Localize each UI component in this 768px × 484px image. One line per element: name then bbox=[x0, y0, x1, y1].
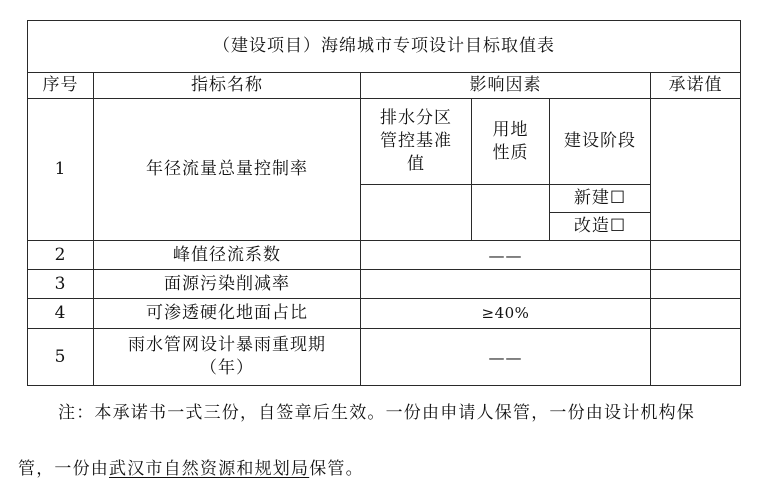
checkbox-new-icon[interactable]: ☐ bbox=[609, 188, 627, 208]
note-authority: 武汉市自然资源和规划局 bbox=[109, 459, 310, 479]
note-line-2-pre: 管，一份由 bbox=[18, 459, 109, 479]
row-4-commit[interactable] bbox=[651, 299, 741, 329]
factor-land-line2: 性质 bbox=[492, 142, 529, 163]
row-1-no: 1 bbox=[28, 99, 94, 241]
row-4-value: ≥40% bbox=[361, 299, 651, 329]
header-no: 序号 bbox=[28, 73, 94, 99]
row-2-name: 峰值径流系数 bbox=[94, 241, 361, 270]
stage-option-rebuild[interactable] bbox=[550, 213, 651, 241]
factor-zone-header bbox=[361, 99, 472, 185]
header-commit: 承诺值 bbox=[651, 73, 741, 99]
row-3-name: 面源污染削减率 bbox=[94, 270, 361, 299]
factor-zone-line3: 值 bbox=[407, 154, 425, 174]
row-2-no: 2 bbox=[28, 241, 94, 270]
row-5-name bbox=[94, 329, 361, 386]
table-title: （建设项目）海绵城市专项设计目标取值表 bbox=[28, 21, 741, 73]
factor-zone-line2: 管控基准 bbox=[380, 131, 452, 151]
row-1-zone-value[interactable] bbox=[361, 185, 472, 241]
row-2-value: —— bbox=[361, 241, 651, 270]
row-1-name: 年径流量总量控制率 bbox=[94, 99, 361, 241]
row-4-no: 4 bbox=[28, 299, 94, 329]
factor-land-line1: 用地 bbox=[492, 119, 529, 140]
row-3-value[interactable] bbox=[361, 270, 651, 299]
row-5-value: —— bbox=[361, 329, 651, 386]
factor-stage-header: 建设阶段 bbox=[550, 99, 651, 185]
row-1-land-value[interactable] bbox=[472, 185, 550, 241]
header-indicator: 指标名称 bbox=[94, 73, 361, 99]
row-4-name: 可渗透硬化地面占比 bbox=[94, 299, 361, 329]
row-5-commit[interactable] bbox=[651, 329, 741, 386]
row-3-no: 3 bbox=[28, 270, 94, 299]
stage-rebuild-label: 改造 bbox=[573, 216, 610, 236]
row-5-no: 5 bbox=[28, 329, 94, 386]
factor-zone-line1: 排水分区 bbox=[380, 108, 452, 128]
header-factors: 影响因素 bbox=[361, 73, 651, 99]
checkbox-rebuild-icon[interactable]: ☐ bbox=[609, 216, 627, 236]
stage-option-new[interactable] bbox=[550, 185, 651, 213]
note-line-1: 注：本承诺书一式三份，自签章后生效。一份由申请人保管，一份由设计机构保 bbox=[58, 403, 695, 423]
row-3-commit[interactable] bbox=[651, 270, 741, 299]
note-line-2 bbox=[18, 454, 364, 479]
row-2-commit[interactable] bbox=[651, 241, 741, 270]
note-line-2-post: 保管。 bbox=[309, 459, 364, 479]
row-5-name-line2: （年） bbox=[200, 358, 254, 378]
factor-land-header bbox=[472, 99, 550, 185]
row-5-name-line1: 雨水管网设计暴雨重现期 bbox=[128, 335, 326, 355]
target-value-table bbox=[27, 20, 741, 386]
row-1-commit[interactable] bbox=[651, 99, 741, 241]
stage-new-label: 新建 bbox=[573, 188, 610, 208]
